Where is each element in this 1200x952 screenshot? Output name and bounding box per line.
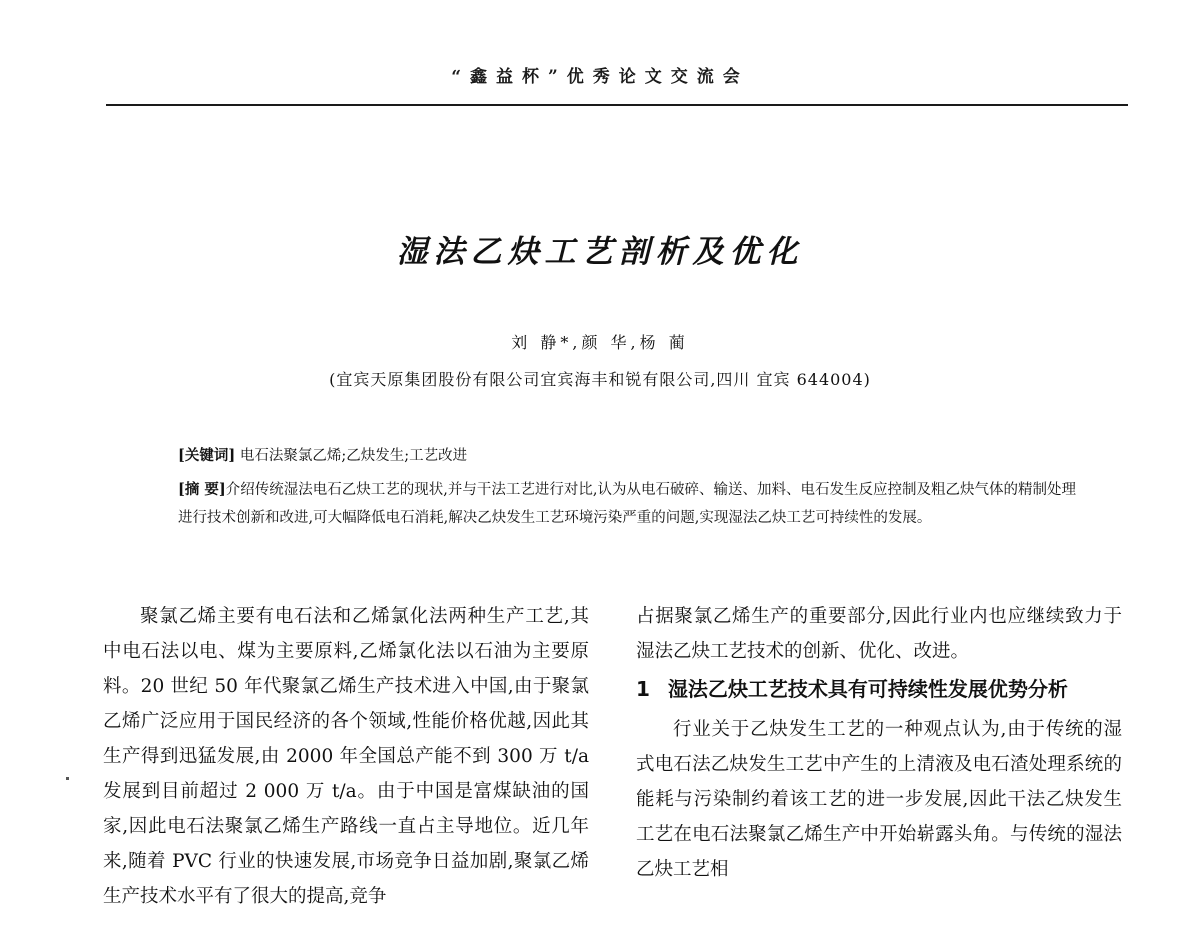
section-title: 湿法乙炔工艺技术具有可持续性发展优势分析: [667, 677, 1068, 701]
paper-title: 湿法乙炔工艺剖析及优化: [396, 234, 804, 270]
author-list: 刘 静*,颜 华,杨 蔺: [511, 333, 689, 352]
abstract-text: 介绍传统湿法电石乙炔工艺的现状,并与干法工艺进行对比,认为从电石破碎、输送、加料、电石发生反应控制及粗乙炔气体的精制处理进行技术创新和改进,可大幅降低电石消耗,解决乙炔发生工艺环境污染严重的问题,实现湿法乙炔工艺可持续性的发展。: [178, 482, 1076, 526]
body-column-left: [103, 599, 589, 914]
section-paragraph: 行业关于乙炔发生工艺的一种观点认为,由于传统的湿式电石法乙炔发生工艺中产生的上清液及电石渣处理系统的能耗与污染制约着该工艺的进一步发展,因此干法乙炔发生工艺在电石法聚氯乙烯生产中开始崭露头角。与传统的湿法乙炔工艺相: [636, 719, 1122, 880]
intro-paragraph: 聚氯乙烯主要有电石法和乙烯氯化法两种生产工艺,其中电石法以电、煤为主要原料,乙烯氯化法以石油为主要原料。20 世纪 50 年代聚氯乙烯生产技术进入中国,由于聚氯乙烯广泛应用于国民经济的各个领域,性能价格优越,因此其生产得到迅猛发展,由 2000 年全国总产能不到 300 万 t/a 发展到目前超过 2 000 万 t/a。由于中国是富煤缺油的国家,因此电石法聚氯乙烯生产路线一直占主导地位。近几年来,随着 PVC 行业的快速发展,市场竞争日益加剧,聚氯乙烯生产技术水平有了很大的提高,竞争: [103, 606, 589, 907]
abstract-label: [摘 要]: [178, 481, 226, 498]
abstract: [148, 476, 1088, 532]
section-number: 1: [636, 677, 650, 701]
continued-paragraph: 占据聚氯乙烯生产的重要部分,因此行业内也应继续致力于湿法乙炔工艺技术的创新、优化、改进。: [636, 606, 1122, 662]
running-header: “鑫益杯”优秀论文交流会: [451, 67, 749, 87]
section-heading: [636, 671, 1122, 708]
body-column-right: [636, 599, 1122, 887]
keywords: [178, 444, 1108, 465]
affiliation: (宜宾天原集团股份有限公司宜宾海丰和锐有限公司,四川 宜宾 644004): [329, 370, 871, 389]
keywords-label: [关键词]: [178, 447, 236, 464]
header-rule: [106, 104, 1128, 106]
margin-mark: [66, 777, 69, 780]
keywords-text: 电石法聚氯乙烯;乙炔发生;工艺改进: [239, 448, 468, 464]
